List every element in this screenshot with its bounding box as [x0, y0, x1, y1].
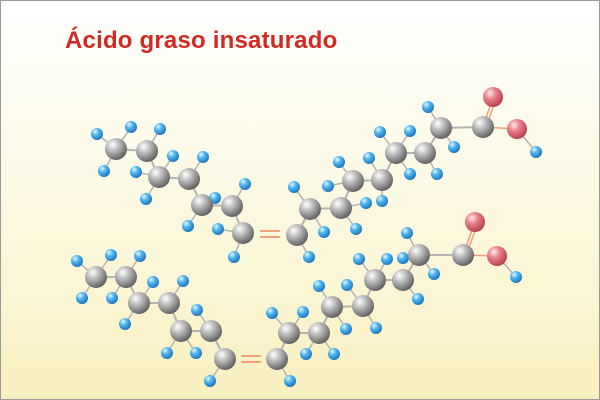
hydrogen-atom — [119, 318, 131, 330]
hydrogen-atom — [130, 166, 142, 178]
hydrogen-atom — [448, 141, 460, 153]
hydrogen-atom — [297, 306, 309, 318]
oxygen-atom — [483, 87, 503, 107]
carbon-atom — [278, 322, 300, 344]
carbon-atom — [371, 169, 393, 191]
hydrogen-atom — [341, 279, 353, 291]
hydrogen-atom — [182, 220, 194, 232]
hydrogen-atom — [228, 251, 240, 263]
hydrogen-atom — [374, 126, 386, 138]
hydrogen-atom — [510, 271, 522, 283]
carbon-atom — [158, 292, 180, 314]
hydrogen-atom — [161, 347, 173, 359]
hydrogen-atom — [353, 253, 365, 265]
carbon-atom — [414, 142, 436, 164]
carbon-atom — [200, 320, 222, 342]
hydrogen-atom — [204, 375, 216, 387]
atoms-layer — [71, 87, 542, 387]
carbon-atom — [452, 244, 474, 266]
hydrogen-atom — [106, 292, 118, 304]
hydrogen-atom — [360, 197, 372, 209]
carbon-atom — [321, 296, 343, 318]
carbon-atom — [430, 117, 452, 139]
hydrogen-atom — [376, 195, 388, 207]
carbon-atom — [286, 224, 308, 246]
hydrogen-atom — [191, 304, 203, 316]
hydrogen-atom — [350, 223, 362, 235]
carbon-atom — [392, 269, 414, 291]
hydrogen-atom — [363, 152, 375, 164]
hydrogen-atom — [105, 249, 117, 261]
hydrogen-atom — [167, 150, 179, 162]
hydrogen-atom — [313, 280, 325, 292]
hydrogen-atom — [431, 168, 443, 180]
carbon-atom — [178, 168, 200, 190]
hydrogen-atom — [404, 125, 416, 137]
hydrogen-atom — [134, 250, 146, 262]
hydrogen-atom — [322, 180, 334, 192]
carbon-atom — [136, 140, 158, 162]
carbon-atom — [308, 322, 330, 344]
hydrogen-atom — [284, 375, 296, 387]
hydrogen-atom — [98, 165, 110, 177]
carbon-atom — [221, 195, 243, 217]
carbon-atom — [385, 142, 407, 164]
hydrogen-atom — [266, 307, 278, 319]
carbon-atom — [85, 266, 107, 288]
hydrogen-atom — [333, 156, 345, 168]
hydrogen-atom — [401, 227, 413, 239]
hydrogen-atom — [412, 293, 424, 305]
hydrogen-atom — [91, 128, 103, 140]
hydrogen-atom — [125, 121, 137, 133]
hydrogen-atom — [397, 252, 409, 264]
carbon-atom — [364, 269, 386, 291]
carbon-atom — [472, 116, 494, 138]
carbon-atom — [115, 266, 137, 288]
oxygen-atom — [487, 246, 507, 266]
hydrogen-atom — [328, 348, 340, 360]
oxygen-atom — [465, 212, 485, 232]
hydrogen-atom — [76, 292, 88, 304]
carbon-atom — [342, 170, 364, 192]
hydrogen-atom — [177, 275, 189, 287]
carbon-atom — [170, 320, 192, 342]
carbon-atom — [105, 138, 127, 160]
hydrogen-atom — [428, 268, 440, 280]
hydrogen-atom — [197, 151, 209, 163]
hydrogen-atom — [370, 322, 382, 334]
hydrogen-atom — [239, 178, 251, 190]
carbon-atom — [232, 222, 254, 244]
carbon-atom — [191, 194, 213, 216]
carbon-atom — [408, 244, 430, 266]
hydrogen-atom — [140, 193, 152, 205]
hydrogen-atom — [303, 251, 315, 263]
hydrogen-atom — [190, 347, 202, 359]
carbon-atom — [352, 295, 374, 317]
oxygen-atom — [507, 119, 527, 139]
carbon-atom — [214, 348, 236, 370]
carbon-atom — [148, 166, 170, 188]
hydrogen-atom — [318, 226, 330, 238]
hydrogen-atom — [300, 348, 312, 360]
carbon-atom — [299, 198, 321, 220]
diagram-title: Ácido graso insaturado — [65, 27, 338, 54]
hydrogen-atom — [530, 146, 542, 158]
hydrogen-atom — [340, 323, 352, 335]
hydrogen-atom — [147, 276, 159, 288]
hydrogen-atom — [71, 255, 83, 267]
hydrogen-atom — [212, 223, 224, 235]
hydrogen-atom — [404, 168, 416, 180]
hydrogen-atom — [154, 123, 166, 135]
hydrogen-atom — [381, 253, 393, 265]
molecule-diagram — [1, 1, 600, 400]
carbon-atom — [128, 292, 150, 314]
carbon-atom — [330, 197, 352, 219]
hydrogen-atom — [422, 101, 434, 113]
carbon-atom — [266, 348, 288, 370]
hydrogen-atom — [288, 181, 300, 193]
